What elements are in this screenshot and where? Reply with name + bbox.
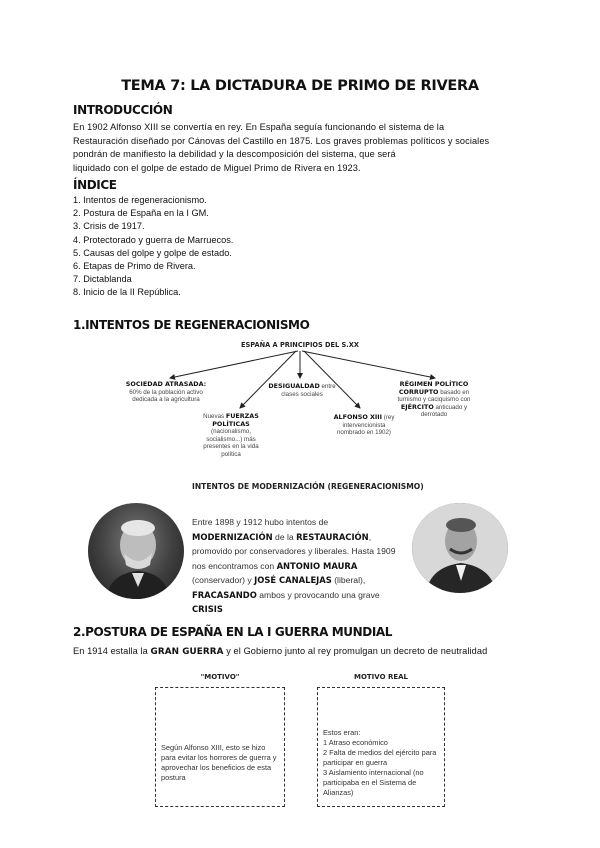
motivo-real-list <box>323 728 441 798</box>
motivo-real-line: Estos eran: <box>323 728 361 737</box>
section1-heading: 1.INTENTOS DE REGENERACIONISMO <box>73 318 310 332</box>
diagram-regimen <box>390 381 478 419</box>
modern-text-bold: JOSÉ CANALEJAS <box>254 575 332 585</box>
modern-text: , promovido por conservadores y liberales. Hasta 1909 nos encontramos con <box>192 531 396 571</box>
regimen-title: RÉGIMEN POLÍTICO CORRUPTO <box>398 380 469 396</box>
modern-text-bold: CRISIS <box>192 604 223 614</box>
modern-text-bold: RESTAURACIÓN <box>296 531 369 542</box>
modern-text: Entre 1898 y 1912 hubo intentos de <box>192 517 329 527</box>
diagram-desigualdad <box>252 383 352 398</box>
index-item: 4. Protectorado y guerra de Marruecos. <box>73 234 234 245</box>
portrait-antonio-maura <box>88 503 184 599</box>
fuerzas-title: FUERZAS POLÍTICAS <box>212 412 259 428</box>
portrait-jose-canalejas <box>412 503 508 593</box>
modern-text: de la <box>272 531 297 542</box>
desigualdad-text2: clases sociales <box>281 390 323 398</box>
alfonso-text: (rey intervencionista nombrado en 1902) <box>336 414 395 437</box>
diagram-alfonso <box>328 414 400 437</box>
index-item: 2. Postura de España en la I GM. <box>73 208 209 219</box>
person-icon <box>88 503 184 599</box>
arrow-sociedad <box>170 351 298 378</box>
modern-text-bold: FRACASANDO <box>192 589 257 600</box>
motivo-real-box <box>317 687 445 807</box>
page-title: TEMA 7: LA DICTADURA DE PRIMO DE RIVERA <box>121 78 479 94</box>
intro-line: Restauración diseñado por Cánovas del Castillo en 1875. Los graves problemas políticos y sociales <box>73 135 490 146</box>
motivo-real-line: 3 Aislamiento internacional (no participaba en el Sistema de Alianzas) <box>323 768 424 797</box>
alfonso-title: ALFONSO XIII <box>333 413 383 421</box>
diagram-top-label: ESPAÑA A PRINCIPIOS DEL S.XX <box>241 341 359 349</box>
motivo-label: "MOTIVO" <box>200 673 240 681</box>
index-item: 6. Etapas de Primo de Rivera. <box>73 261 196 272</box>
section2-text-bold: GRAN GUERRA <box>150 647 224 657</box>
index-item: 3. Crisis de 1917. <box>73 221 145 232</box>
person-icon <box>412 503 508 593</box>
arrow-regimen <box>302 351 435 378</box>
modern-paragraph <box>192 515 404 617</box>
regimen-text1: basado en turnismo y caciquismo con <box>397 388 471 404</box>
index-item: 1. Intentos de regeneracionismo. <box>73 195 207 205</box>
arrow-alfonso <box>304 351 360 408</box>
motivo-box <box>155 687 285 807</box>
motivo-real-line: 2 Falta de medios del ejército para participar en guerra <box>323 748 437 767</box>
motivo-real-line: 1 Atraso económico <box>323 738 388 747</box>
arrow-fuerzas <box>240 351 296 408</box>
intro-line: liquidado con el golpe de estado de Miguel Primo de Rivera en 1923. <box>73 162 361 173</box>
intro-line: En 1902 Alfonso XIII se convertía en rey. En España seguía funcionando el sistema de la <box>73 122 445 132</box>
regimen-ejercito: EJÉRCITO <box>400 402 434 411</box>
section2-text-post: y el Gobierno junto al rey promulgan un decreto de neutralidad <box>223 646 488 656</box>
modern-text-bold: ANTONIO MAURA <box>276 560 358 571</box>
desigualdad-title: DESIGUALDAD <box>268 382 320 390</box>
intro-heading: INTRODUCCIÓN <box>73 103 173 117</box>
motivo-real-label: MOTIVO REAL <box>353 673 409 681</box>
desigualdad-text: entre <box>319 383 336 390</box>
motivo-text: Según Alfonso XIII, esto se hizo para evitar los horrores de guerra y aprovechar los beneficios de esta postura <box>161 743 277 782</box>
sociedad-text: 60% de la población activo dedicada a la agricultura <box>129 388 203 404</box>
index-heading: ÍNDICE <box>73 178 117 192</box>
diagram-sociedad <box>125 381 207 404</box>
section2-heading: 2.POSTURA DE ESPAÑA EN LA I GUERRA MUNDIAL <box>73 625 393 639</box>
modern-text: (liberal), <box>331 575 366 585</box>
intro-line: pondrán de manifiesto la debilidad y la descomposición del sistema, que será <box>73 149 396 159</box>
modern-text-bold: MODERNIZACIÓN <box>192 531 273 542</box>
section2-text <box>73 645 573 660</box>
sociedad-title: SOCIEDAD ATRASADA: <box>125 380 207 388</box>
index-item: 5. Causas del golpe y golpe de estado. <box>73 247 232 258</box>
modern-title: INTENTOS DE MODERNIZACIÓN (REGENERACIONISMO) <box>192 482 424 491</box>
modern-text: (conservador) y <box>192 575 255 585</box>
modern-text: ambos y provocando una grave <box>256 589 380 600</box>
index-item: 8. Inicio de la II República. <box>73 287 181 298</box>
diagram-fuerzas <box>195 413 267 459</box>
index-item: 7. Dictablanda <box>73 274 132 285</box>
fuerzas-pre: Nuevas <box>203 413 226 420</box>
regimen-text2: anticuado y derrotado <box>420 403 468 419</box>
section2-text-pre: En 1914 estalla la <box>73 646 151 656</box>
fuerzas-text: (nacionalismo, socialismo...) más presentes en la vida política <box>203 428 259 458</box>
